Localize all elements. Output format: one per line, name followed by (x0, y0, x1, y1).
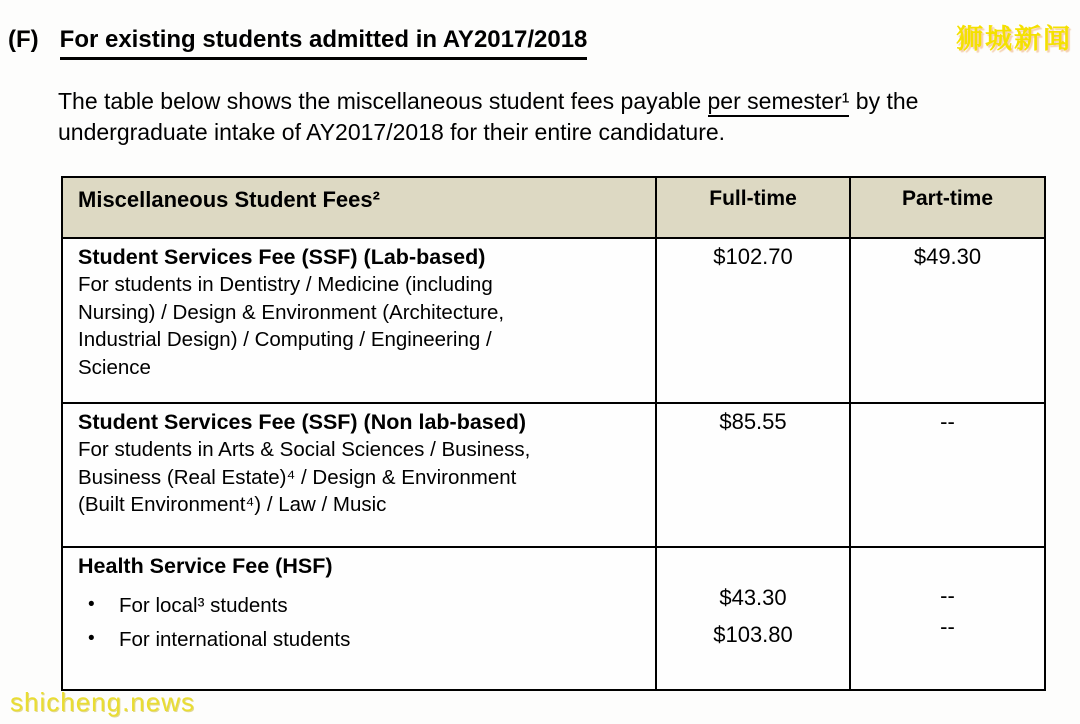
col-header-full-time: Full-time (657, 178, 851, 239)
fee-title: Health Service Fee (HSF) (78, 554, 333, 578)
fee-amount-part-time: -- (940, 583, 955, 608)
bullet-item (78, 626, 645, 653)
fee-description (78, 271, 645, 381)
section-title: For existing students admitted in AY2017/2018 (60, 26, 588, 60)
section-label: (F) (8, 26, 39, 53)
fee-amount-full-time: $102.70 (657, 239, 851, 404)
table-row-hsf-label (63, 548, 657, 689)
intro-underlined-term: per semester¹ (708, 88, 850, 117)
site-logo: 狮城新闻 (956, 24, 1072, 54)
bullet-text: For local³ students (119, 594, 288, 617)
fee-description (78, 436, 645, 519)
fees-table (61, 176, 1046, 691)
fee-description-line: Science (78, 355, 151, 379)
bullet-icon: • (88, 628, 95, 649)
bullet-item (78, 592, 645, 619)
fee-amount-full-time: $43.30 (719, 585, 787, 610)
fee-description-line: Industrial Design) / Computing / Engineering / (78, 328, 492, 351)
fee-amount-part-time: $49.30 (851, 239, 1044, 404)
watermark: shicheng.news (10, 687, 195, 717)
fee-amount-full-time: $85.55 (657, 404, 851, 548)
bullet-icon: • (88, 594, 95, 615)
table-row-ssf-nonlab-label (63, 404, 657, 548)
section-heading (8, 26, 587, 60)
col-header-part-time: Part-time (851, 178, 1044, 239)
fee-description-line: Nursing) / Design & Environment (Architecture, (78, 300, 505, 324)
intro-text-before: The table below shows the miscellaneous student fees payable (58, 88, 708, 114)
fee-description-line: For students in Arts & Social Sciences / Business, (78, 438, 531, 461)
fee-amounts-part-time (851, 548, 1044, 689)
fee-amount-part-time: -- (851, 404, 1044, 548)
fee-title: Student Services Fee (SSF) (Lab-based) (78, 245, 486, 269)
table-row-ssf-lab-label (63, 239, 657, 404)
fee-description-line: (Built Environment⁴) / Law / Music (78, 493, 387, 516)
intro-line-2: undergraduate intake of AY2017/2018 for their entire candidature. (58, 119, 726, 145)
col-header-fees: Miscellaneous Student Fees² (63, 178, 657, 239)
fee-amounts-full-time (657, 548, 851, 689)
fee-amount-part-time: -- (940, 614, 955, 639)
fee-title: Student Services Fee (SSF) (Non lab-based) (78, 410, 527, 434)
bullet-text: For international students (119, 628, 351, 651)
fee-description-line: Business (Real Estate)⁴ / Design & Environment (78, 465, 517, 489)
intro-text-after: by the (849, 88, 919, 114)
fee-description-line: For students in Dentistry / Medicine (including (78, 273, 493, 296)
fee-amount-full-time: $103.80 (713, 622, 793, 647)
intro-line-1 (58, 86, 918, 117)
intro-paragraph (58, 86, 918, 148)
